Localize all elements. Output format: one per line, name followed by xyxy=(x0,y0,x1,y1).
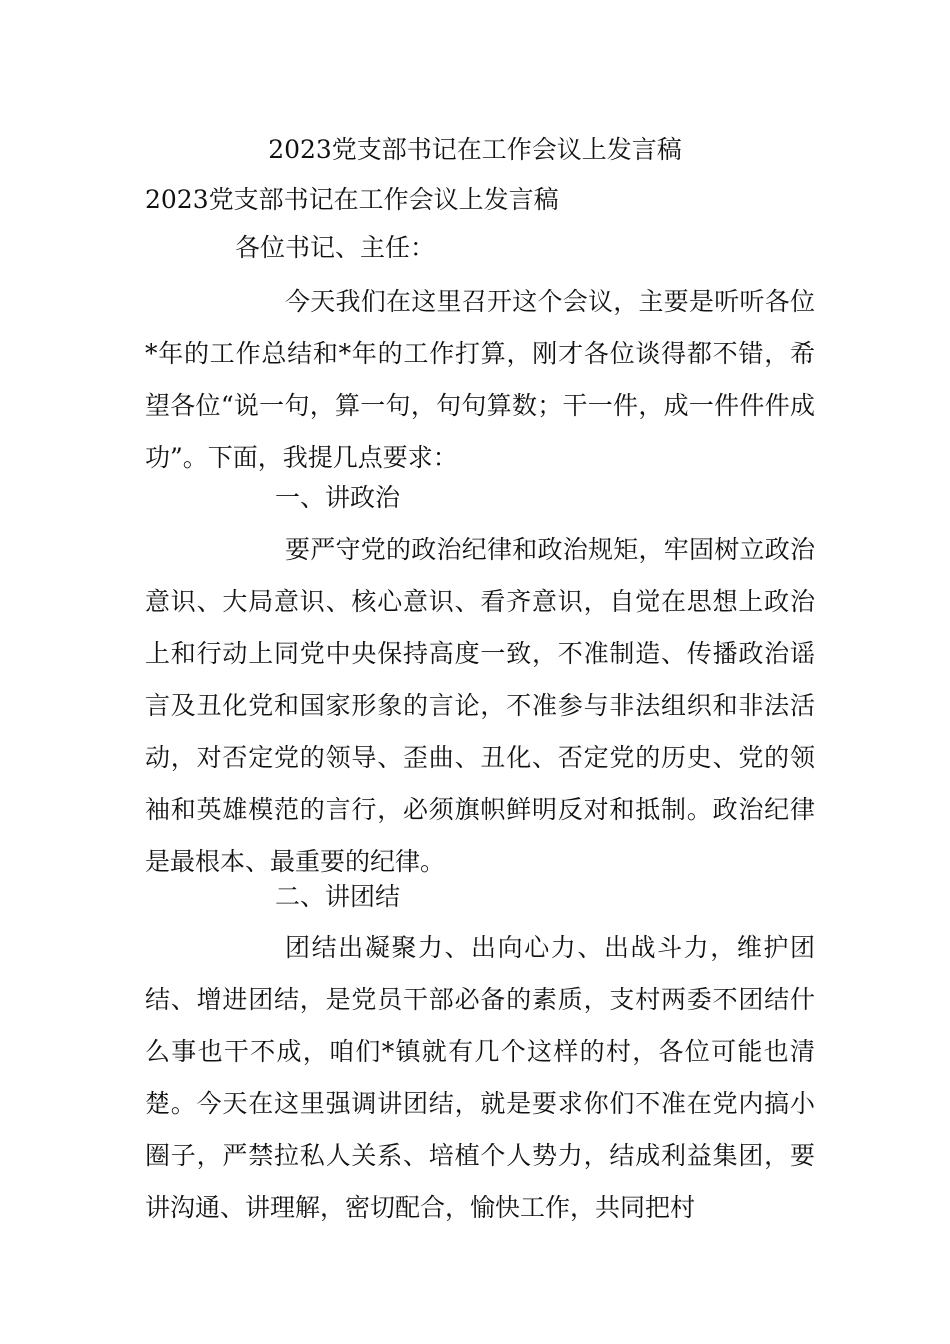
section-heading-unity: 二、讲团结 xyxy=(275,882,401,911)
paragraph-unity: 团结出凝聚力、出向心力、出战斗力，维护团结、增进团结，是党员干部必备的素质，支村两委不团结什么事也干不成，咱们*镇就有几个这样的村，各位可能也清楚。今天在这里强调讲团结，就是要求你们不准在党内搞小圈子，严禁拉私人关系、培植个人势力，结成利益集团，要讲沟通、讲理解，密切配合，愉快工作，共同把村 xyxy=(145,933,815,1222)
paragraph-opening: 今天我们在这里召开这个会议，主要是听听各位*年的工作总结和*年的工作打算，刚才各位谈得都不错，希望各位“说一句，算一句，句句算数；干一件，成一件件件成功”。下面，我提几点要求： xyxy=(145,287,815,472)
document-subtitle: 2023党支部书记在工作会议上发言稿 xyxy=(145,185,559,214)
section-heading-politics: 一、讲政治 xyxy=(275,483,401,512)
salutation: 各位书记、主任： xyxy=(235,233,436,262)
paragraph-politics: 要严守党的政治纪律和政治规矩，牢固树立政治意识、大局意识、核心意识、看齐意识，自觉在思想上政治上和行动上同党中央保持高度一致，不准制造、传播政治谣言及丑化党和国家形象的言论，不准参与非法组织和非法活动，对否定党的领导、歪曲、丑化、否定党的历史、党的领袖和英雄模范的言行，必须旗帜鲜明反对和抵制。政治纪律是最根本、最重要的纪律。 xyxy=(145,535,815,876)
document-title: 2023党支部书记在工作会议上发言稿 xyxy=(268,135,682,164)
